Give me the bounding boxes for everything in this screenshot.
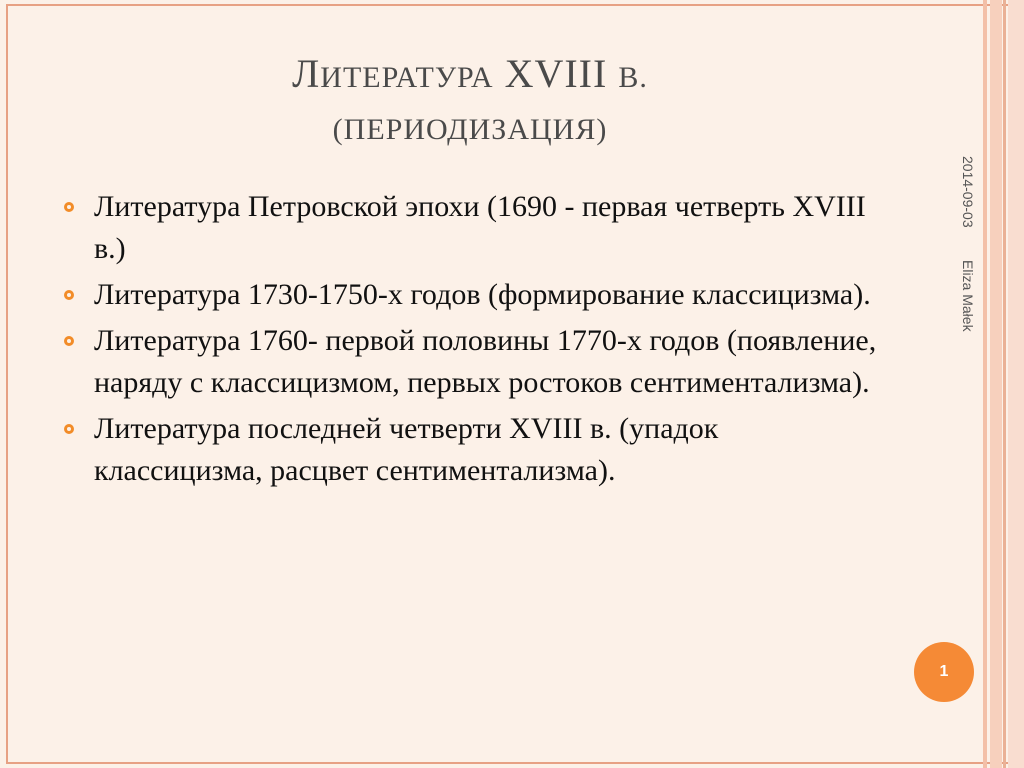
- slide-date: 2014-09-03: [960, 156, 976, 228]
- title-word: ИТЕРАТУРА: [320, 61, 494, 94]
- title-line-1: [60, 48, 880, 104]
- bullet-circle-icon: [64, 290, 74, 300]
- bullet-text: Литература 1730-1750-х годов (формирование классицизма).: [94, 278, 871, 311]
- bullet-list: [62, 186, 892, 496]
- title-cap: Л: [292, 51, 321, 96]
- bullet-text: Литература 1760- первой половины 1770-х годов (появление, наряду с классицизмом, первых ростоков сентиментализма).: [94, 324, 877, 399]
- list-item: [62, 274, 892, 316]
- list-item: [62, 186, 892, 270]
- page-number: 1: [939, 663, 949, 680]
- decor-stripe: [1008, 0, 1024, 768]
- bullet-text: Литература последней четверти XVIII в. (упадок классицизма, расцвет сентиментализма).: [94, 412, 719, 487]
- side-footer: [948, 156, 976, 356]
- bullet-circle-icon: [64, 424, 74, 434]
- title-line-2: (ПЕРИОДИЗАЦИЯ): [332, 113, 608, 146]
- decor-stripe: [983, 0, 987, 768]
- bullet-circle-icon: [64, 202, 74, 212]
- slide-author: Eliza Małek: [960, 259, 976, 332]
- decor-stripe: [990, 0, 1002, 768]
- bullet-circle-icon: [64, 336, 74, 346]
- slide-title: [60, 48, 880, 156]
- bullet-text: Литература Петровской эпохи (1690 - первая четверть XVIII в.): [94, 190, 866, 265]
- list-item: [62, 320, 892, 404]
- list-item: [62, 408, 892, 492]
- decor-stripe: [1003, 0, 1006, 768]
- title-century: XVIII: [504, 51, 608, 96]
- title-end: В.: [618, 61, 648, 94]
- page-number-badge: [914, 642, 974, 702]
